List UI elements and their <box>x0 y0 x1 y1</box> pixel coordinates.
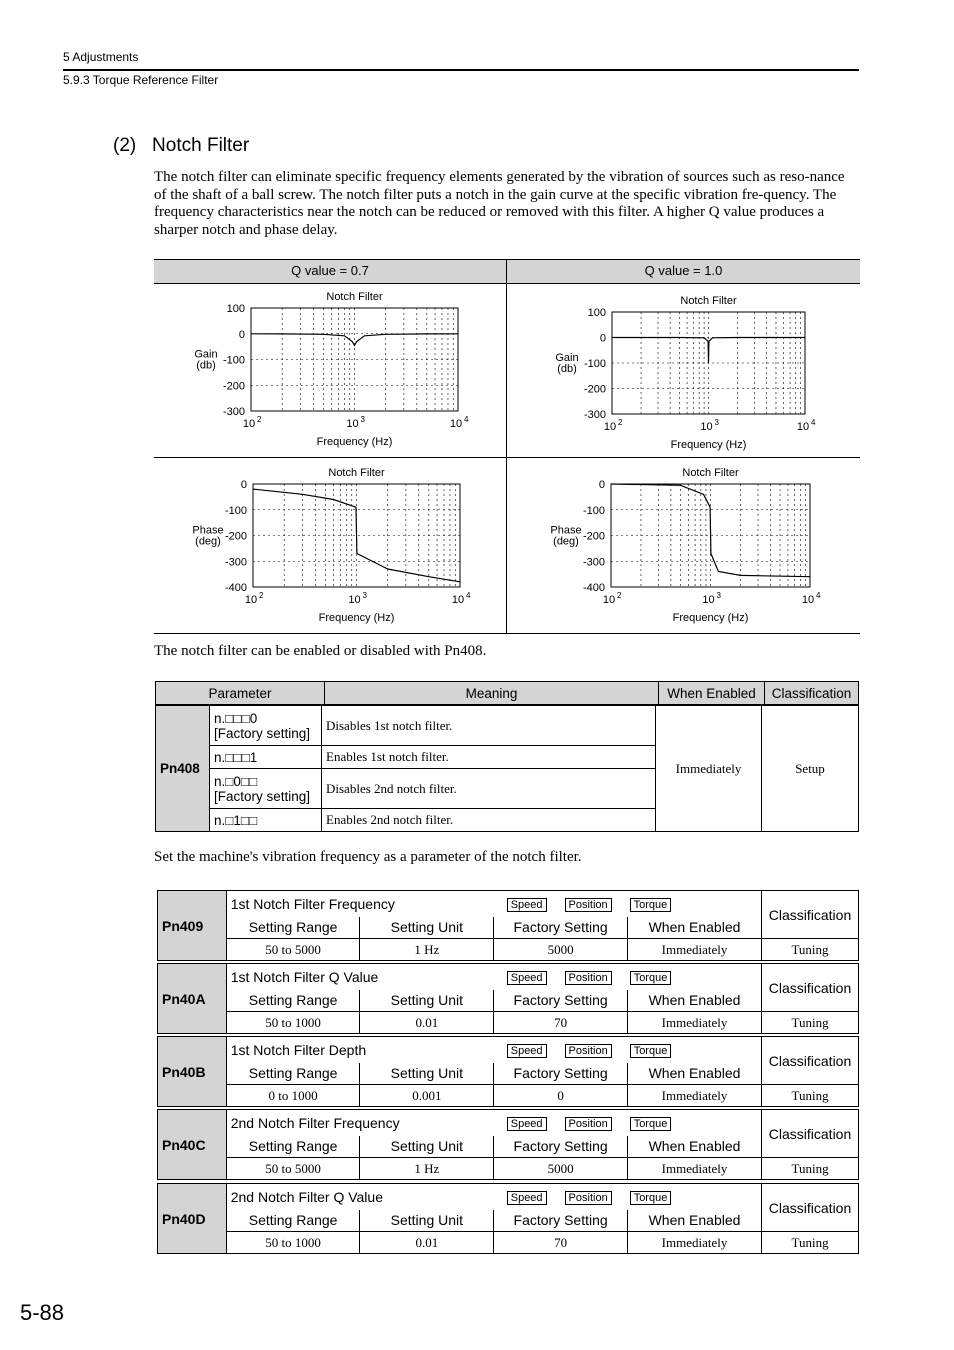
speed-tag: Speed <box>507 898 547 912</box>
x-tick-label: 10 <box>242 418 256 430</box>
factory-setting-header: Factory Setting <box>494 1136 628 1158</box>
x-tick-label: 10 <box>796 421 810 433</box>
x-tick-exponent: 3 <box>716 591 721 600</box>
y-axis-label: Gain <box>194 348 218 361</box>
table-row: n.□0□□ [Factory setting] <box>210 769 322 809</box>
torque-tag: Torque <box>630 971 672 985</box>
param-name-cell <box>226 964 761 990</box>
classification-header: Classification <box>762 1037 859 1085</box>
table-row: n.□□□0 [Factory setting] <box>210 706 322 746</box>
y-tick-label: -100 <box>222 354 245 367</box>
setting-range-header: Setting Range <box>226 917 360 939</box>
header-when-enabled: When Enabled <box>659 682 765 705</box>
setting-range-value: 50 to 1000 <box>226 1012 360 1034</box>
param-name-cell <box>226 1110 761 1136</box>
table-row: n.□1□□ <box>210 809 322 832</box>
x-tick-label: 10 <box>451 594 465 606</box>
x-tick-exponent: 4 <box>816 591 821 600</box>
y-tick-label: -200 <box>582 530 605 543</box>
y-axis-label: (deg) <box>553 535 579 548</box>
x-axis-label: Frequency (Hz) <box>670 439 747 451</box>
header-rule <box>63 69 859 71</box>
setting-unit-header: Setting Unit <box>360 1136 494 1158</box>
x-tick-exponent: 2 <box>617 591 622 600</box>
classification-value: Tuning <box>762 939 859 961</box>
factory-setting-value: 5000 <box>494 1158 628 1180</box>
set-paragraph: Set the machine's vibration frequency as a parameter of the notch filter. <box>154 849 582 865</box>
gain-plot-q10 <box>507 284 860 457</box>
y-tick-label: -100 <box>224 504 247 517</box>
setting-range-header: Setting Range <box>226 1136 360 1158</box>
y-tick-label: -300 <box>583 409 606 421</box>
setting-range-header: Setting Range <box>226 1210 360 1232</box>
x-tick-label: 10 <box>449 418 463 430</box>
classification-value: Tuning <box>762 1232 859 1254</box>
position-tag: Position <box>565 971 612 985</box>
classification-value: Tuning <box>762 1012 859 1034</box>
x-axis-label: Frequency (Hz) <box>672 612 749 624</box>
param-name-cell <box>226 1037 761 1063</box>
x-tick-exponent: 2 <box>257 415 262 424</box>
section-header: 5.9.3 Torque Reference Filter <box>63 73 219 87</box>
param-name-cell <box>226 1184 761 1210</box>
x-tick-label: 10 <box>244 594 258 606</box>
when-enabled-header: When Enabled <box>627 990 761 1012</box>
setting-unit-value: 0.01 <box>360 1232 494 1254</box>
torque-tag: Torque <box>630 1191 672 1205</box>
factory-setting-header: Factory Setting <box>494 990 628 1012</box>
classification-header: Classification <box>762 964 859 1012</box>
y-tick-label: 0 <box>240 479 247 491</box>
factory-setting-header: Factory Setting <box>494 1063 628 1085</box>
y-tick-label: 0 <box>598 479 605 491</box>
phase-plot-q10 <box>507 459 860 632</box>
factory-setting-value: 5000 <box>494 939 628 961</box>
x-tick-label: 10 <box>348 594 361 606</box>
position-tag: Position <box>565 1044 612 1058</box>
x-tick-exponent: 4 <box>811 418 816 427</box>
y-tick-label: -200 <box>222 380 245 393</box>
enable-paragraph: The notch filter can be enabled or disabled with Pn408. <box>154 643 487 659</box>
y-axis-label: (db) <box>196 359 216 372</box>
phase-plot-q07 <box>154 459 506 632</box>
param-number: Pn40C <box>158 1110 227 1180</box>
table-row: n.□□□1 <box>210 746 322 769</box>
setting-range-header: Setting Range <box>226 1063 360 1085</box>
meaning-cell: Disables 2nd notch filter. <box>322 769 656 809</box>
param-name: 1st Notch Filter Depth <box>230 1041 367 1058</box>
pn408-body <box>155 705 859 832</box>
setting-range-value: 0 to 1000 <box>226 1085 360 1107</box>
y-tick-label: -300 <box>224 556 247 569</box>
when-enabled-header: When Enabled <box>627 1063 761 1085</box>
series-line <box>612 338 805 364</box>
setting-range-value: 50 to 5000 <box>226 1158 360 1180</box>
y-tick-label: 100 <box>226 303 245 315</box>
classification-value: Tuning <box>762 1085 859 1107</box>
meaning-cell: Disables 1st notch filter. <box>322 706 656 746</box>
torque-tag: Torque <box>630 1044 672 1058</box>
x-tick-exponent: 4 <box>464 415 469 424</box>
page-number: 5-88 <box>20 1300 65 1325</box>
param-table-pn40d <box>157 1183 859 1254</box>
when-enabled-header: When Enabled <box>627 1210 761 1232</box>
when-enabled-header: When Enabled <box>627 1136 761 1158</box>
position-tag: Position <box>565 898 612 912</box>
setting-range-value: 50 to 1000 <box>226 1232 360 1254</box>
figure-divider-horizontal <box>154 457 860 458</box>
x-tick-exponent: 2 <box>259 591 264 600</box>
plot-title: Notch Filter <box>680 295 737 307</box>
gain-plot-q07 <box>154 284 506 457</box>
x-tick-label: 10 <box>702 594 715 606</box>
param-number: Pn40D <box>158 1184 227 1254</box>
classification-header: Classification <box>762 1110 859 1158</box>
y-tick-label: -100 <box>582 504 605 517</box>
y-tick-label: -400 <box>582 582 605 594</box>
classification-value: Tuning <box>762 1158 859 1180</box>
param-name: 2nd Notch Filter Q Value <box>230 1188 383 1205</box>
x-tick-exponent: 3 <box>714 418 719 427</box>
setting-range-header: Setting Range <box>226 990 360 1012</box>
y-tick-label: 100 <box>587 307 606 319</box>
y-tick-label: 0 <box>599 332 606 345</box>
param-number: Pn40A <box>158 964 227 1034</box>
q10-column-header: Q value = 1.0 <box>507 259 860 284</box>
factory-setting-value: 70 <box>494 1232 628 1254</box>
y-tick-label: -200 <box>224 530 247 543</box>
factory-setting-header: Factory Setting <box>494 1210 628 1232</box>
torque-tag: Torque <box>630 1117 672 1131</box>
x-tick-exponent: 3 <box>360 415 365 424</box>
intro-paragraph: The notch filter can eliminate specific frequency elements generated by the vibration of sources such as reso-nance of the shaft of a ball screw. The notch filter puts a notch in the gain curve at the specific vibration fre-quency. The frequency characteristics near the notch can be reduced or removed with this filter. A higher Q value produces a sharper notch and phase delay. <box>154 169 845 238</box>
plot-title: Notch Filter <box>328 467 385 479</box>
torque-tag: Torque <box>630 898 672 912</box>
pn408-label: Pn408 <box>156 706 210 832</box>
notch-filter-figure <box>154 259 860 634</box>
meaning-cell: Enables 1st notch filter. <box>322 746 656 769</box>
classification-header: Classification <box>762 891 859 939</box>
factory-setting-value: 0 <box>494 1085 628 1107</box>
pn408-when: Immediately <box>656 706 762 832</box>
speed-tag: Speed <box>507 1191 547 1205</box>
x-tick-label: 10 <box>700 421 713 433</box>
x-tick-label: 10 <box>603 421 617 433</box>
classification-header: Classification <box>762 1184 859 1232</box>
when-enabled-value: Immediately <box>627 1158 761 1180</box>
factory-setting-value: 70 <box>494 1012 628 1034</box>
param-name: 2nd Notch Filter Frequency <box>230 1114 400 1131</box>
x-tick-exponent: 4 <box>466 591 471 600</box>
x-tick-label: 10 <box>801 594 815 606</box>
factory-setting-header: Factory Setting <box>494 917 628 939</box>
when-enabled-header: When Enabled <box>627 917 761 939</box>
y-axis-label: Phase <box>192 524 224 537</box>
param-name: 1st Notch Filter Q Value <box>230 968 379 985</box>
plot-title: Notch Filter <box>682 467 739 479</box>
section-title: (2) Notch Filter <box>113 135 250 156</box>
y-axis-label: Gain <box>555 352 579 364</box>
x-tick-label: 10 <box>602 594 616 606</box>
x-tick-label: 10 <box>346 418 359 430</box>
header-classification: Classification <box>765 682 859 705</box>
setting-unit-header: Setting Unit <box>360 1063 494 1085</box>
y-tick-label: -100 <box>583 358 606 370</box>
setting-unit-header: Setting Unit <box>360 1210 494 1232</box>
position-tag: Position <box>565 1117 612 1131</box>
y-tick-label: -200 <box>583 383 606 396</box>
speed-tag: Speed <box>507 1117 547 1131</box>
setting-unit-value: 0.001 <box>360 1085 494 1107</box>
param-table-pn40c <box>157 1109 859 1180</box>
param-name: 1st Notch Filter Frequency <box>230 895 395 912</box>
speed-tag: Speed <box>507 971 547 985</box>
setting-unit-value: 0.01 <box>360 1012 494 1034</box>
pn408-classification: Setup <box>762 706 859 832</box>
header-meaning: Meaning <box>325 682 659 705</box>
y-axis-label: Phase <box>550 524 582 537</box>
setting-range-value: 50 to 5000 <box>226 939 360 961</box>
y-tick-label: -300 <box>582 556 605 569</box>
plot-title: Notch Filter <box>326 291 383 303</box>
position-tag: Position <box>565 1191 612 1205</box>
param-table-pn409 <box>157 890 859 961</box>
when-enabled-value: Immediately <box>627 939 761 961</box>
y-tick-label: -400 <box>224 582 247 594</box>
when-enabled-value: Immediately <box>627 1232 761 1254</box>
y-tick-label: -300 <box>222 406 245 418</box>
param-number: Pn40B <box>158 1037 227 1107</box>
header-parameter: Parameter <box>156 682 325 705</box>
pn408-table <box>155 681 859 705</box>
y-axis-label: (db) <box>557 363 577 375</box>
x-tick-exponent: 2 <box>618 418 623 427</box>
meaning-cell: Enables 2nd notch filter. <box>322 809 656 832</box>
x-axis-label: Frequency (Hz) <box>318 612 395 624</box>
setting-unit-header: Setting Unit <box>360 917 494 939</box>
speed-tag: Speed <box>507 1044 547 1058</box>
param-name-cell <box>226 891 761 917</box>
param-table-pn40b <box>157 1036 859 1107</box>
x-axis-label: Frequency (Hz) <box>316 436 393 448</box>
when-enabled-value: Immediately <box>627 1085 761 1107</box>
when-enabled-value: Immediately <box>627 1012 761 1034</box>
q07-column-header: Q value = 0.7 <box>154 259 506 284</box>
param-table-pn40a <box>157 963 859 1034</box>
chapter-header: 5 Adjustments <box>63 50 139 64</box>
setting-unit-header: Setting Unit <box>360 990 494 1012</box>
x-tick-exponent: 3 <box>362 591 367 600</box>
y-axis-label: (deg) <box>195 535 221 548</box>
y-tick-label: 0 <box>238 328 245 341</box>
param-number: Pn409 <box>158 891 227 961</box>
setting-unit-value: 1 Hz <box>360 1158 494 1180</box>
setting-unit-value: 1 Hz <box>360 939 494 961</box>
